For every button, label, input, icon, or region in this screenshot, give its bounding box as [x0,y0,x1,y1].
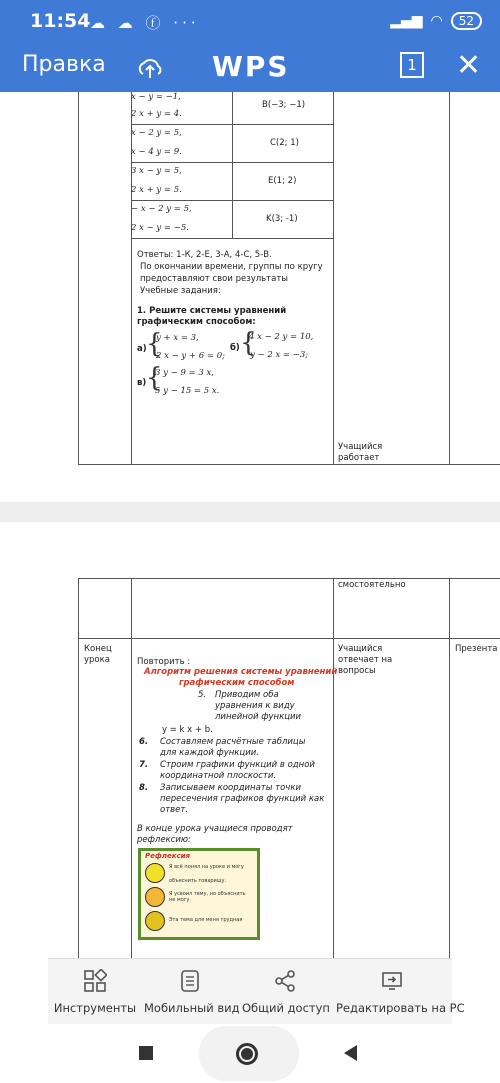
step-8-num: 8. [139,783,149,793]
edit-pc-label: Редактировать на PC [336,1001,465,1015]
system-3-eq2: 2 x + y = 5. [131,185,182,195]
sad-smiley-icon [145,911,165,931]
task-a-eq2: 2 x − y + 6 = 0; [156,351,225,361]
system-3-eq1: 3 x − y = 5, [131,166,182,176]
reflection-title: Рефлексия [145,852,190,860]
independent-text: смостоятельно [338,580,406,590]
bottom-action-bar [48,958,465,1024]
edit-pc-icon [380,969,404,993]
task-c-label: в) [137,378,147,388]
step-5-line-3: линейной функции [215,712,302,722]
tools-label: Инструменты [53,1001,137,1015]
stage-label-1: Конец [84,644,112,654]
system-2-eq2: x − 4 y = 9. [131,147,182,157]
status-time: 11:54 [30,10,91,32]
app-toolbar [0,44,500,92]
step-7-line-1: Строим графики функций в одной [160,760,315,770]
stage-label-2: урока [84,655,110,665]
task-b-eq1: 4 x − 2 y = 10, [249,332,314,342]
formula-text: y = k x + b. [162,725,213,735]
step-5-line-1: Приводим оба [215,690,279,700]
step-8-line-2: пересечения графиков функций как [160,794,325,804]
signal-icon: ▂▄▆ [390,13,423,29]
notification-icons: ☁ ☁ ⓕ ··· [90,14,200,32]
brace-a: { [146,329,163,359]
system-1-eq2: 2 x + y = 4. [131,109,182,119]
end-text-1: В конце урока учащиеся проводят [137,824,293,834]
neutral-smiley-icon [145,887,165,907]
student-answers-3: вопросы [338,666,376,676]
share-icon [273,969,297,993]
step-6-num: 6. [139,737,149,747]
share-button[interactable] [242,959,328,1025]
step-6-line-2: для каждой функции. [160,748,259,758]
task-b-label: б) [230,343,240,353]
happy-smiley-icon [145,863,165,883]
system-nav-bar [0,1024,500,1083]
reflection-line-2a: Я усвоил тему, но объяснить [169,891,246,897]
answer-1: B(−3; −1) [262,100,306,110]
answers-text: Ответы: 1-К, 2-Е, 3-А, 4-С, 5-В. [137,250,272,260]
back-icon[interactable] [344,1045,357,1061]
system-2-eq1: x − 2 y = 5, [131,128,182,138]
mobile-view-icon [178,969,202,993]
algorithm-title-2: графическим способом [179,678,295,688]
task-c-eq1: 3 y − 9 = 3 x, [155,368,214,378]
task-c-eq2: 5 y − 15 = 5 x. [155,386,220,396]
mobile-view-label: Мобильный вид [144,1001,240,1015]
page-count-button[interactable]: 1 [400,52,424,78]
reflection-line-3: Эта тема для меня трудная [169,917,243,923]
step-6-line-1: Составляем расчётные таблицы [160,737,306,747]
note-line-2: предоставляют свои результаты [140,274,289,284]
answer-3: E(1; 2) [268,176,297,186]
task-title-2: графическим способом: [137,317,256,327]
wps-logo: WPS [212,50,290,83]
student-answers-2: отвечает на [338,655,393,665]
task-a-label: а) [137,344,147,354]
wifi-icon: ◠ [430,13,443,29]
cloud-upload-icon[interactable] [136,54,164,82]
brace-c: { [146,363,163,393]
step-5-num: 5. [198,690,207,700]
document-page-1 [0,92,500,502]
document-page-2 [0,522,500,958]
end-text-2: рефлексию: [137,835,191,845]
step-5-line-2: уравнения к виду [215,701,295,711]
edit-on-pc-button[interactable] [336,959,465,1025]
system-4-eq2: 2 x − y = −5. [131,223,189,233]
mobile-view-button[interactable] [144,959,240,1025]
home-dot [241,1048,253,1060]
student-works-1: Учащийся [338,442,383,452]
student-answers-1: Учащийся [338,644,383,654]
task-title-1: 1. Решите системы уравнений [137,306,287,316]
step-7-line-2: координатной плоскости. [160,771,277,781]
answer-2: C(2; 1) [270,138,299,148]
step-8-line-1: Записываем координаты точки [160,783,301,793]
answer-4: K(3; -1) [266,214,298,224]
share-label: Общий доступ [242,1001,330,1015]
battery-icon: 52 [451,12,482,30]
reflection-line-2b: не могу. [169,897,191,903]
system-4-eq1: − x − 2 y = 5, [131,204,192,214]
home-button[interactable] [199,1026,299,1081]
step-8-line-3: ответ. [160,805,189,815]
student-works-2: работает [338,453,380,463]
reflection-line-1a: Я всё понял на уроке и могу [169,864,244,870]
tools-button[interactable] [52,959,138,1025]
recent-apps-icon[interactable] [139,1046,153,1060]
status-bar [0,0,500,44]
status-right [390,12,482,30]
reflection-line-1b: объяснить товарищу. [169,878,227,884]
note-line-1: По окончании времени, группы по кругу [140,262,323,272]
reflection-image [138,848,260,940]
grid-tools-icon [83,969,107,993]
resource-text: Презента [455,644,498,654]
edit-button[interactable]: Правка [22,52,106,77]
task-a-eq1: y + x = 3, [156,333,199,343]
document-view[interactable] [0,92,500,958]
system-1-eq1: x − y = −1, [131,92,181,102]
repeat-text: Повторить : [137,657,191,667]
step-7-num: 7. [139,760,149,770]
brace-b: { [240,328,257,358]
algorithm-title-1: Алгоритм решения системы уравнений [144,667,338,677]
tasks-heading: Учебные задания: [140,286,221,296]
task-b-eq2: y − 2 x = −3; [250,350,309,360]
close-icon[interactable]: ✕ [456,48,482,83]
